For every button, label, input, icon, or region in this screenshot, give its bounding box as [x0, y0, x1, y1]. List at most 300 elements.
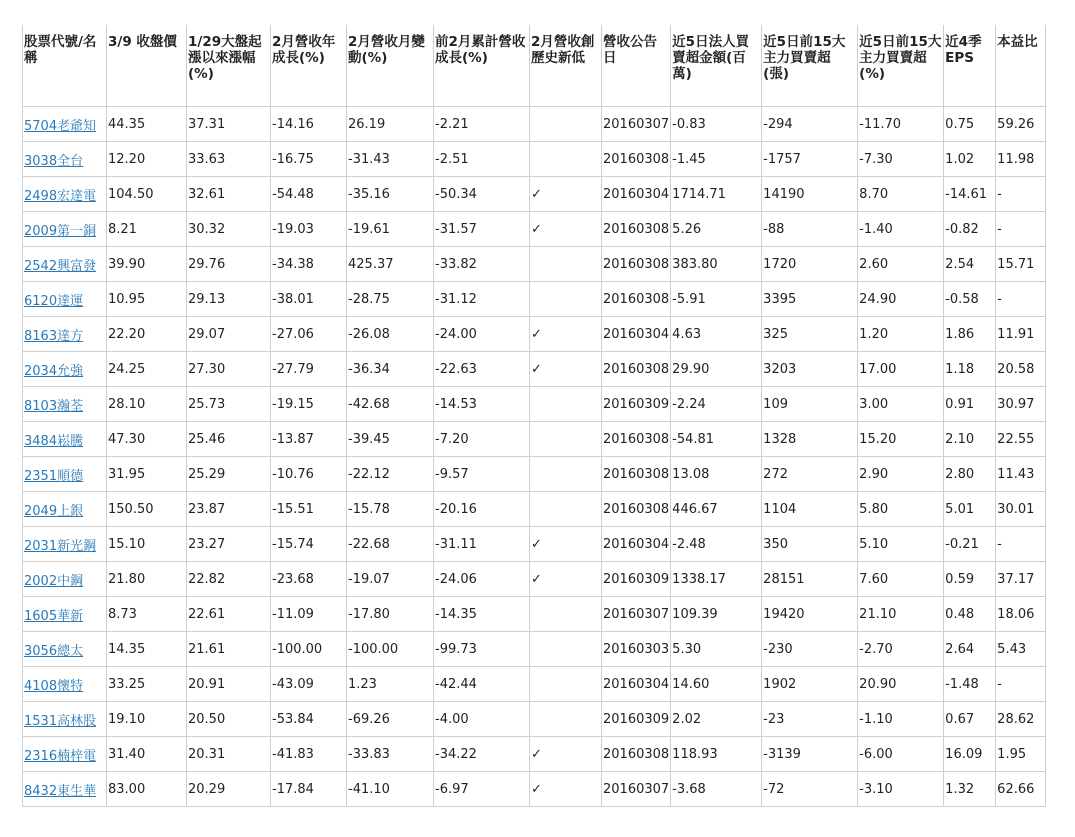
stock-link[interactable]: 5704老爺知 [24, 118, 97, 134]
table-row [23, 422, 1046, 457]
column-header: 3/9 收盤價 [107, 26, 187, 107]
table-cell: 32.61 [187, 177, 271, 212]
table-row [23, 142, 1046, 177]
table-cell [23, 632, 107, 667]
table-cell: 5.10 [858, 527, 944, 562]
table-cell: -24.06 [434, 562, 530, 597]
table-cell: 4.63 [671, 317, 762, 352]
table-cell [23, 352, 107, 387]
table-cell: 20160308 [602, 352, 671, 387]
stock-link[interactable]: 2351順德 [24, 468, 84, 484]
table-cell: -1.10 [858, 702, 944, 737]
table-cell: -19.61 [347, 212, 434, 247]
column-header: 股票代號/名稱 [23, 26, 107, 107]
table-cell: 15.71 [996, 247, 1046, 282]
table-row [23, 317, 1046, 352]
table-cell: - [996, 667, 1046, 702]
table-cell: 47.30 [107, 422, 187, 457]
column-header: 本益比 [996, 26, 1046, 107]
table-cell: -4.00 [434, 702, 530, 737]
table-cell: -3.10 [858, 772, 944, 807]
table-cell: -1.48 [944, 667, 996, 702]
stock-link[interactable]: 3038全台 [24, 153, 84, 169]
table-cell: -17.80 [347, 597, 434, 632]
table-cell [23, 737, 107, 772]
table-cell [23, 492, 107, 527]
table-cell: -5.91 [671, 282, 762, 317]
table-cell: -1757 [762, 142, 858, 177]
table-cell: -31.11 [434, 527, 530, 562]
table-cell: 17.00 [858, 352, 944, 387]
table-cell: 10.95 [107, 282, 187, 317]
table-cell: 272 [762, 457, 858, 492]
table-cell: 20160309 [602, 387, 671, 422]
stock-link[interactable]: 8432東生華 [24, 783, 97, 799]
table-cell: -27.06 [271, 317, 347, 352]
table-cell: 150.50 [107, 492, 187, 527]
table-cell: 16.09 [944, 737, 996, 772]
table-cell: 29.76 [187, 247, 271, 282]
stock-link[interactable]: 2542興富發 [24, 258, 97, 274]
table-cell: 20160308 [602, 142, 671, 177]
table-cell: 29.13 [187, 282, 271, 317]
column-header: 前2月累計營收成長(%) [434, 26, 530, 107]
table-cell: -3.68 [671, 772, 762, 807]
table-cell: 33.63 [187, 142, 271, 177]
table-cell: -2.70 [858, 632, 944, 667]
new-low-check-cell [530, 492, 602, 527]
table-cell: -2.51 [434, 142, 530, 177]
table-cell: 1902 [762, 667, 858, 702]
table-cell: -28.75 [347, 282, 434, 317]
table-cell: 20.91 [187, 667, 271, 702]
table-cell: 28.10 [107, 387, 187, 422]
stock-link[interactable]: 8163達方 [24, 328, 84, 344]
table-row [23, 457, 1046, 492]
table-cell: -14.35 [434, 597, 530, 632]
table-cell: 3.00 [858, 387, 944, 422]
table-cell: -6.00 [858, 737, 944, 772]
table-cell [23, 597, 107, 632]
table-cell: 1.23 [347, 667, 434, 702]
table-cell: -13.87 [271, 422, 347, 457]
table-cell [23, 772, 107, 807]
new-low-check-cell [530, 597, 602, 632]
table-cell: 20160304 [602, 667, 671, 702]
table-cell: 24.90 [858, 282, 944, 317]
stock-link[interactable]: 1531高林股 [24, 713, 97, 729]
table-cell: 2.10 [944, 422, 996, 457]
table-cell: 109 [762, 387, 858, 422]
new-low-check-cell [530, 667, 602, 702]
table-cell: 62.66 [996, 772, 1046, 807]
table-row [23, 632, 1046, 667]
table-cell: -43.09 [271, 667, 347, 702]
table-cell: -22.12 [347, 457, 434, 492]
table-row [23, 387, 1046, 422]
stock-link[interactable]: 8103瀚荃 [24, 398, 84, 414]
table-cell: 28.62 [996, 702, 1046, 737]
table-cell: 1720 [762, 247, 858, 282]
column-header: 近4季EPS [944, 26, 996, 107]
table-cell: -1.40 [858, 212, 944, 247]
table-cell: 39.90 [107, 247, 187, 282]
table-row [23, 212, 1046, 247]
table-cell: -11.09 [271, 597, 347, 632]
table-cell: 12.20 [107, 142, 187, 177]
table-cell: 14.60 [671, 667, 762, 702]
new-low-check-cell [530, 282, 602, 317]
table-cell: -19.03 [271, 212, 347, 247]
table-cell: -3139 [762, 737, 858, 772]
table-cell: 25.73 [187, 387, 271, 422]
table-row [23, 527, 1046, 562]
table-cell [23, 667, 107, 702]
table-cell: -31.57 [434, 212, 530, 247]
column-header: 1/29大盤起漲以來漲幅(%) [187, 26, 271, 107]
table-row [23, 772, 1046, 807]
new-low-check-cell [530, 142, 602, 177]
table-cell: 1328 [762, 422, 858, 457]
table-cell: 20160308 [602, 457, 671, 492]
table-cell: 11.98 [996, 142, 1046, 177]
table-cell: 20160308 [602, 737, 671, 772]
table-cell [23, 562, 107, 597]
header-row [23, 26, 1046, 107]
table-cell: 30.97 [996, 387, 1046, 422]
table-cell: 59.26 [996, 107, 1046, 142]
table-cell: 20160307 [602, 107, 671, 142]
table-cell: -27.79 [271, 352, 347, 387]
table-cell [23, 317, 107, 352]
table-cell: -2.48 [671, 527, 762, 562]
table-cell: - [996, 527, 1046, 562]
table-cell: 29.90 [671, 352, 762, 387]
table-cell: 20160304 [602, 527, 671, 562]
table-cell: -19.15 [271, 387, 347, 422]
table-cell [23, 247, 107, 282]
table-cell: -6.97 [434, 772, 530, 807]
table-body [23, 107, 1046, 807]
table-cell [23, 107, 107, 142]
table-row [23, 597, 1046, 632]
table-cell: 20160307 [602, 772, 671, 807]
table-cell: 118.93 [671, 737, 762, 772]
stock-link[interactable]: 6120達運 [24, 293, 84, 309]
table-cell: -50.34 [434, 177, 530, 212]
table-cell: -33.83 [347, 737, 434, 772]
table-cell: 0.59 [944, 562, 996, 597]
stock-link[interactable]: 3056總太 [24, 643, 84, 659]
table-cell: 13.08 [671, 457, 762, 492]
table-cell: -72 [762, 772, 858, 807]
table-cell: 20.50 [187, 702, 271, 737]
table-cell [23, 142, 107, 177]
table-cell: -294 [762, 107, 858, 142]
table-cell: 20.29 [187, 772, 271, 807]
new-low-check-cell: ✓ [530, 772, 602, 807]
stock-link[interactable]: 3484崧騰 [24, 433, 84, 449]
table-cell: 0.91 [944, 387, 996, 422]
table-cell: 0.48 [944, 597, 996, 632]
table-cell: 14.35 [107, 632, 187, 667]
table-cell: 350 [762, 527, 858, 562]
table-cell: 2.90 [858, 457, 944, 492]
table-cell: 3395 [762, 282, 858, 317]
table-cell: 2.02 [671, 702, 762, 737]
table-cell: -88 [762, 212, 858, 247]
table-cell: 0.67 [944, 702, 996, 737]
table-cell [23, 527, 107, 562]
table-cell: 20160304 [602, 177, 671, 212]
table-cell: 20.90 [858, 667, 944, 702]
table-cell: -24.00 [434, 317, 530, 352]
table-cell: -0.21 [944, 527, 996, 562]
table-cell: 20160304 [602, 317, 671, 352]
table-cell: -38.01 [271, 282, 347, 317]
table-cell: 20160307 [602, 597, 671, 632]
table-cell: -100.00 [347, 632, 434, 667]
table-cell: 5.01 [944, 492, 996, 527]
table-cell: 29.07 [187, 317, 271, 352]
table-cell: -0.83 [671, 107, 762, 142]
table-cell: -41.10 [347, 772, 434, 807]
column-header: 2月營收年成長(%) [271, 26, 347, 107]
table-cell: 23.87 [187, 492, 271, 527]
table-cell: 1.32 [944, 772, 996, 807]
table-cell: 23.27 [187, 527, 271, 562]
table-cell [23, 387, 107, 422]
table-cell: 1.20 [858, 317, 944, 352]
table-cell: - [996, 282, 1046, 317]
table-cell: 8.70 [858, 177, 944, 212]
table-cell: 44.35 [107, 107, 187, 142]
table-cell: -17.84 [271, 772, 347, 807]
table-cell: -7.30 [858, 142, 944, 177]
new-low-check-cell [530, 632, 602, 667]
column-header: 近5日法人買賣超金額(百萬) [671, 26, 762, 107]
table-cell: -0.82 [944, 212, 996, 247]
table-cell: 5.26 [671, 212, 762, 247]
stock-link[interactable]: 2316楠梓電 [24, 748, 97, 764]
table-cell: -9.57 [434, 457, 530, 492]
table-row [23, 282, 1046, 317]
new-low-check-cell [530, 107, 602, 142]
table-cell: - [996, 177, 1046, 212]
table-cell: 11.91 [996, 317, 1046, 352]
table-cell [23, 177, 107, 212]
new-low-check-cell: ✓ [530, 562, 602, 597]
table-cell: 325 [762, 317, 858, 352]
table-cell: -31.43 [347, 142, 434, 177]
table-cell: 7.60 [858, 562, 944, 597]
table-cell: 11.43 [996, 457, 1046, 492]
table-cell: 383.80 [671, 247, 762, 282]
table-cell: 104.50 [107, 177, 187, 212]
new-low-check-cell: ✓ [530, 177, 602, 212]
table-cell: -23.68 [271, 562, 347, 597]
table-cell: -34.38 [271, 247, 347, 282]
table-cell: 0.75 [944, 107, 996, 142]
new-low-check-cell [530, 702, 602, 737]
table-cell: 2.80 [944, 457, 996, 492]
new-low-check-cell: ✓ [530, 737, 602, 772]
table-cell: 20160309 [602, 702, 671, 737]
stock-screen-table [22, 25, 1046, 807]
table-cell: 2.60 [858, 247, 944, 282]
table-cell: 22.55 [996, 422, 1046, 457]
table-cell: -42.44 [434, 667, 530, 702]
stock-link[interactable]: 2002中鋼 [24, 573, 84, 589]
table-row [23, 247, 1046, 282]
table-cell [23, 212, 107, 247]
table-cell: -53.84 [271, 702, 347, 737]
table-cell: 31.95 [107, 457, 187, 492]
table-cell: 1.18 [944, 352, 996, 387]
table-cell: -10.76 [271, 457, 347, 492]
table-cell: 19420 [762, 597, 858, 632]
table-cell: -99.73 [434, 632, 530, 667]
table-cell: -54.48 [271, 177, 347, 212]
table-cell: -41.83 [271, 737, 347, 772]
table-cell: 20160308 [602, 247, 671, 282]
table-cell: -36.34 [347, 352, 434, 387]
table-cell: 425.37 [347, 247, 434, 282]
table-cell: 25.29 [187, 457, 271, 492]
new-low-check-cell: ✓ [530, 212, 602, 247]
table-cell: -19.07 [347, 562, 434, 597]
table-cell: 37.17 [996, 562, 1046, 597]
table-row [23, 562, 1046, 597]
table-cell: 37.31 [187, 107, 271, 142]
table-cell: -16.75 [271, 142, 347, 177]
table-cell: -14.61 [944, 177, 996, 212]
table-cell: -20.16 [434, 492, 530, 527]
table-cell: 20160303 [602, 632, 671, 667]
stock-link[interactable]: 4108懷特 [24, 678, 84, 694]
new-low-check-cell [530, 457, 602, 492]
table-cell: -100.00 [271, 632, 347, 667]
table-cell: 15.10 [107, 527, 187, 562]
table-cell: 22.20 [107, 317, 187, 352]
column-header: 2月營收創歷史新低 [530, 26, 602, 107]
table-cell: 22.82 [187, 562, 271, 597]
new-low-check-cell [530, 247, 602, 282]
table-cell: -7.20 [434, 422, 530, 457]
table-cell: -15.74 [271, 527, 347, 562]
table-cell: 1338.17 [671, 562, 762, 597]
new-low-check-cell: ✓ [530, 527, 602, 562]
table-cell: 5.30 [671, 632, 762, 667]
stock-link[interactable]: 2031新光鋼 [24, 538, 97, 554]
table-cell: 8.21 [107, 212, 187, 247]
table-cell: 20160309 [602, 562, 671, 597]
table-cell: 5.43 [996, 632, 1046, 667]
table-cell: 5.80 [858, 492, 944, 527]
new-low-check-cell: ✓ [530, 352, 602, 387]
table-cell: 22.61 [187, 597, 271, 632]
table-cell [23, 457, 107, 492]
table-cell: -230 [762, 632, 858, 667]
table-cell: -26.08 [347, 317, 434, 352]
table-cell: -39.45 [347, 422, 434, 457]
stock-link[interactable]: 2498宏達電 [24, 188, 97, 204]
table-cell: 14190 [762, 177, 858, 212]
table-cell: 8.73 [107, 597, 187, 632]
new-low-check-cell: ✓ [530, 317, 602, 352]
table-cell: 1104 [762, 492, 858, 527]
table-cell: -54.81 [671, 422, 762, 457]
table-cell [23, 282, 107, 317]
column-header: 近5日前15大主力買賣超(%) [858, 26, 944, 107]
table-cell: 20160308 [602, 492, 671, 527]
table-cell: -33.82 [434, 247, 530, 282]
table-cell: 2.54 [944, 247, 996, 282]
table-cell: 21.10 [858, 597, 944, 632]
table-cell: -69.26 [347, 702, 434, 737]
stock-link[interactable]: 2009第一銅 [24, 223, 97, 239]
table-cell: 446.67 [671, 492, 762, 527]
table-cell: 83.00 [107, 772, 187, 807]
table-cell: - [996, 212, 1046, 247]
table-cell [23, 422, 107, 457]
table-cell: -0.58 [944, 282, 996, 317]
table-row [23, 702, 1046, 737]
table-cell: -2.21 [434, 107, 530, 142]
table-cell: 30.32 [187, 212, 271, 247]
stock-link[interactable]: 2049上銀 [24, 503, 84, 519]
table-cell: 20160308 [602, 212, 671, 247]
table-cell: 33.25 [107, 667, 187, 702]
column-header: 營收公告日 [602, 26, 671, 107]
table-cell: 109.39 [671, 597, 762, 632]
table-row [23, 667, 1046, 702]
table-cell: 1714.71 [671, 177, 762, 212]
table-cell: -15.78 [347, 492, 434, 527]
table-cell: 19.10 [107, 702, 187, 737]
table-cell: -15.51 [271, 492, 347, 527]
table-cell: -35.16 [347, 177, 434, 212]
table-row [23, 177, 1046, 212]
table-row [23, 492, 1046, 527]
table-cell: -14.53 [434, 387, 530, 422]
table-cell: -22.63 [434, 352, 530, 387]
stock-link[interactable]: 2034允強 [24, 363, 84, 379]
table-cell: -1.45 [671, 142, 762, 177]
table-cell: -11.70 [858, 107, 944, 142]
table-cell: 20.58 [996, 352, 1046, 387]
table-cell: -31.12 [434, 282, 530, 317]
table-cell: -42.68 [347, 387, 434, 422]
table-cell: -23 [762, 702, 858, 737]
table-cell: -2.24 [671, 387, 762, 422]
table-cell: -14.16 [271, 107, 347, 142]
table-cell: 21.61 [187, 632, 271, 667]
table-cell: -22.68 [347, 527, 434, 562]
table-cell: 20160308 [602, 282, 671, 317]
table-cell: 31.40 [107, 737, 187, 772]
column-header: 近5日前15大主力買賣超(張) [762, 26, 858, 107]
stock-link[interactable]: 1605華新 [24, 608, 84, 624]
table-cell: 2.64 [944, 632, 996, 667]
table-cell: 28151 [762, 562, 858, 597]
table-cell: 18.06 [996, 597, 1046, 632]
table-row [23, 352, 1046, 387]
table-row [23, 107, 1046, 142]
column-header: 2月營收月變動(%) [347, 26, 434, 107]
table-cell: 20.31 [187, 737, 271, 772]
table-cell: 25.46 [187, 422, 271, 457]
